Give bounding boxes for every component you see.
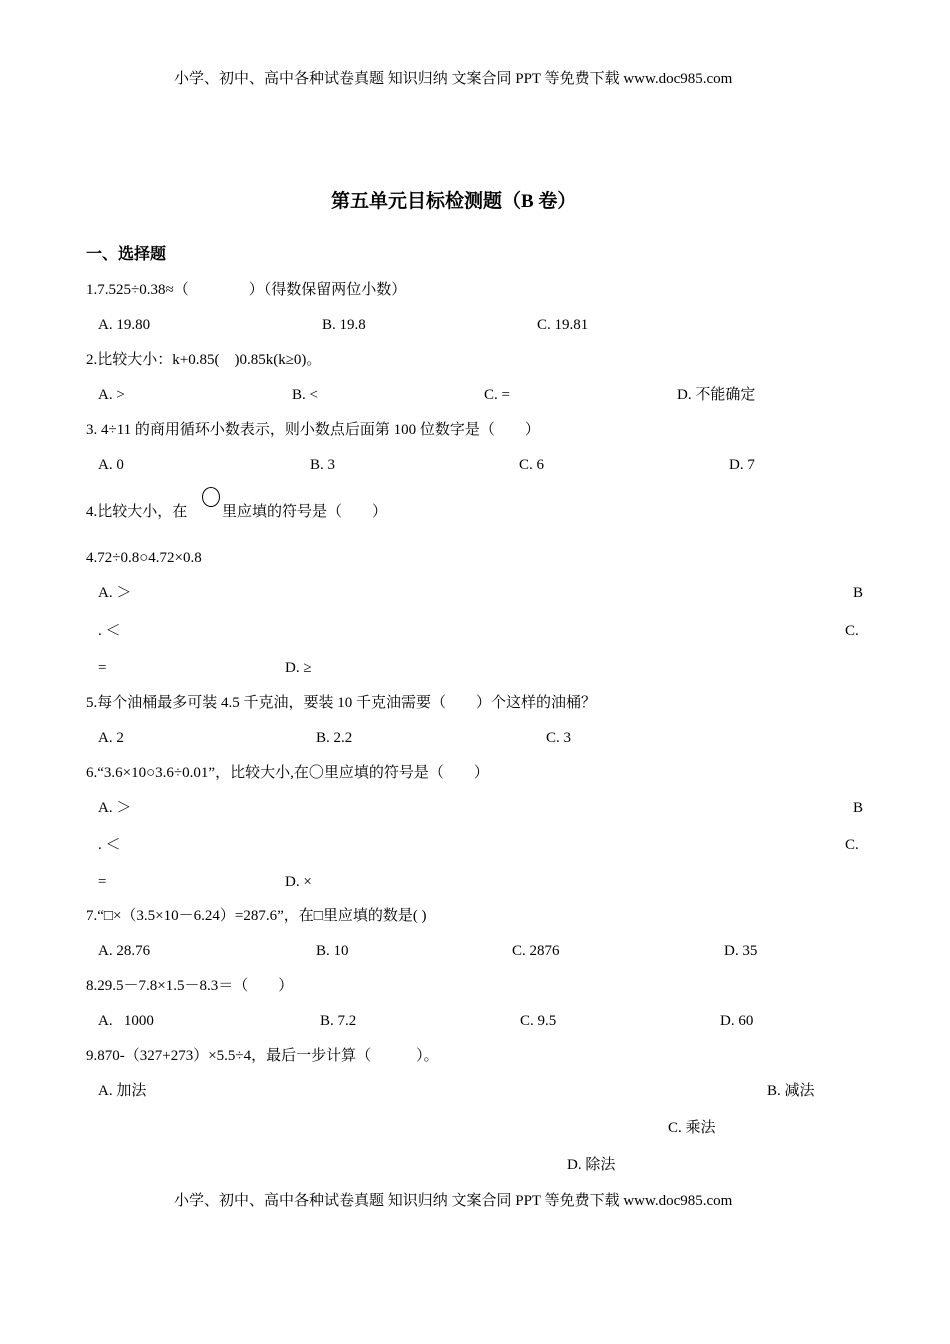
question-5: 5.每个油桶最多可装 4.5 千克油，要装 10 千克油需要（ ）个这样的油桶？ <box>86 695 597 711</box>
q7-option-c: C. 2876 <box>512 943 560 959</box>
page-title: 第五单元目标检测题（B 卷） <box>331 191 577 212</box>
q9-option-c: C. 乘法 <box>668 1120 716 1136</box>
page-header: 小学、初中、高中各种试卷真题 知识归纳 文案合同 PPT 等免费下载 www.doc985.com <box>174 71 733 87</box>
q3-option-d: D. 7 <box>729 457 755 473</box>
q4-option-c-label: C. <box>845 623 859 639</box>
question-2: 2.比较大小：k+0.85( )0.85k(k≥0)。 <box>86 352 322 368</box>
q4-option-a: A. ＞ <box>98 585 132 601</box>
q6-option-a: A. ＞ <box>98 800 132 816</box>
q4-expression: 4.72÷0.8○4.72×0.8 <box>86 550 202 566</box>
q8-option-c: C. 9.5 <box>520 1013 557 1029</box>
q8-option-b: B. 7.2 <box>320 1013 357 1029</box>
q4-option-b-label: B <box>853 585 864 601</box>
circle-icon <box>202 487 220 507</box>
question-1: 1.7.525÷0.38≈（ ）（得数保留两位小数） <box>86 282 407 298</box>
q7-option-a: A. 28.76 <box>98 943 151 959</box>
question-6: 6.“3.6×10○3.6÷0.01”，比较大小,在〇里应填的符号是（ ） <box>86 765 489 781</box>
q4-option-d: D. ≥ <box>285 660 312 676</box>
q3-option-b: B. 3 <box>310 457 336 473</box>
q4-option-c: = <box>98 660 107 676</box>
q3-option-c: C. 6 <box>519 457 545 473</box>
q5-option-b: B. 2.2 <box>316 730 353 746</box>
q2-option-b: B. < <box>292 387 318 403</box>
q6-option-c-label: C. <box>845 837 859 853</box>
question-3: 3. 4÷11 的商用循环小数表示，则小数点后面第 100 位数字是（ ） <box>86 422 540 438</box>
question-9: 9.870-（327+273）×5.5÷4，最后一步计算（ ）。 <box>86 1048 439 1064</box>
q6-option-b: . ＜ <box>98 837 121 853</box>
q9-option-d: D. 除法 <box>567 1157 616 1173</box>
q9-option-b: B. 减法 <box>767 1083 815 1099</box>
q6-option-c: = <box>98 874 107 890</box>
q3-option-a: A. 0 <box>98 457 124 473</box>
page-footer: 小学、初中、高中各种试卷真题 知识归纳 文案合同 PPT 等免费下载 www.doc985.com <box>174 1193 733 1209</box>
q2-option-c: C. = <box>484 387 510 403</box>
q8-option-a: A. 1000 <box>98 1013 154 1029</box>
question-8: 8.29.5－7.8×1.5－8.3＝（ ） <box>86 978 294 994</box>
q5-option-a: A. 2 <box>98 730 124 746</box>
q5-option-c: C. 3 <box>546 730 572 746</box>
q7-option-d: D. 35 <box>724 943 758 959</box>
q7-option-b: B. 10 <box>316 943 349 959</box>
section-heading: 一、选择题 <box>86 246 167 263</box>
q1-option-a: A. 19.80 <box>98 317 151 333</box>
q1-option-b: B. 19.8 <box>322 317 366 333</box>
q2-option-a: A. > <box>98 387 125 403</box>
q2-option-d: D. 不能确定 <box>677 387 756 403</box>
question-4-part-b: 里应填的符号是（ ） <box>222 504 388 520</box>
q1-option-c: C. 19.81 <box>537 317 589 333</box>
q4-option-b: . ＜ <box>98 623 121 639</box>
q6-option-d: D. × <box>285 874 312 890</box>
question-4-part-a: 4.比较大小，在 <box>86 504 188 520</box>
question-7: 7.“□×（3.5×10－6.24）=287.6”，在□里应填的数是( ) <box>86 908 427 924</box>
q6-option-b-label: B <box>853 800 864 816</box>
q9-option-a: A. 加法 <box>98 1083 147 1099</box>
q8-option-d: D. 60 <box>720 1013 754 1029</box>
